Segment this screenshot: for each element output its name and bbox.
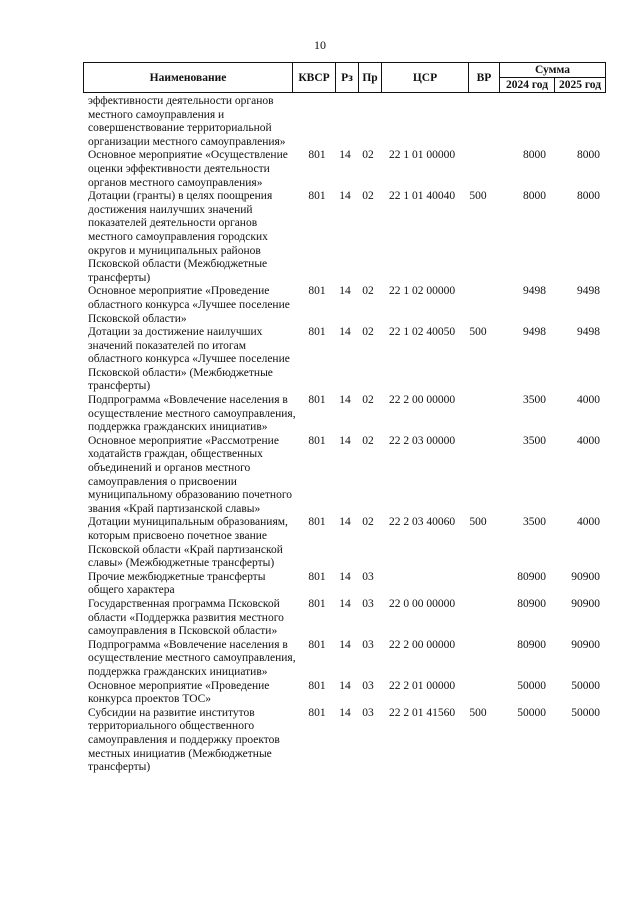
kvsr-cell: 801	[308, 570, 326, 583]
rz-cell: 14	[339, 638, 351, 651]
csr-cell: 22 0 00 00000	[388, 597, 456, 610]
csr-cell: 22 1 01 40040	[388, 190, 456, 203]
pr-cell: 03	[362, 570, 374, 583]
header-vr: ВР	[469, 63, 500, 93]
csr-cell: 22 2 01 41560	[388, 706, 456, 719]
row-name: эффективности деятельности органов местного самоуправления и совершенствование территориальной организации местного самоуправления»	[88, 95, 286, 148]
header-name: Наименование	[84, 63, 293, 93]
header-csr: ЦСР	[382, 63, 469, 93]
table-row	[88, 639, 608, 680]
kvsr-cell: 801	[308, 285, 326, 298]
csr-cell: 22 2 03 00000	[388, 434, 456, 447]
csr-cell: 22 1 02 00000	[388, 285, 456, 298]
kvsr-cell: 801	[308, 679, 326, 692]
sum-2025-cell: 9498	[577, 326, 600, 339]
sum-2025-cell: 8000	[577, 149, 600, 162]
rz-cell: 14	[339, 706, 351, 719]
kvsr-cell: 801	[308, 597, 326, 610]
table-row	[88, 95, 608, 149]
row-name: Субсидии на развитие институтов территориального общественного самоуправления и поддержку проектов местных инициатив (Межбюджетные трансферты)	[88, 706, 280, 774]
pr-cell: 02	[362, 394, 374, 407]
kvsr-cell: 801	[308, 190, 326, 203]
rz-cell: 14	[339, 326, 351, 339]
sum-2025-cell: 90900	[571, 570, 600, 583]
table-row	[88, 190, 608, 285]
pr-cell: 02	[362, 434, 374, 447]
pr-cell: 02	[362, 285, 374, 298]
kvsr-cell: 801	[308, 394, 326, 407]
header-sum: Сумма	[500, 63, 606, 78]
table-row	[88, 149, 608, 190]
table-row	[88, 680, 608, 707]
header-2025: 2025 год	[555, 78, 606, 93]
table-row	[88, 571, 608, 598]
pr-cell: 03	[362, 638, 374, 651]
header-kvsr: КВСР	[293, 63, 336, 93]
sum-2024-cell: 3500	[523, 394, 546, 407]
table-row	[88, 285, 608, 326]
header-pr: Пр	[359, 63, 382, 93]
rz-cell: 14	[339, 434, 351, 447]
csr-cell: 22 1 02 40050	[388, 326, 456, 339]
row-name: Дотации за достижение наилучших значений показателей по итогам областного конкурса «Лучшее поселение Псковской области» (Межбюджетные трансферты)	[88, 326, 290, 393]
row-name: Основное мероприятие «Рассмотрение ходатайств граждан, общественных объединений и органов местного самоуправления о присвоении муниципальному образованию почетного звания «Край партизанской славы»	[88, 434, 293, 515]
rz-cell: 14	[339, 285, 351, 298]
table-row	[88, 435, 608, 517]
rz-cell: 14	[339, 516, 351, 529]
rz-cell: 14	[339, 394, 351, 407]
header-rz: Рз	[336, 63, 359, 93]
sum-2024-cell: 9498	[523, 285, 546, 298]
rz-cell: 14	[339, 149, 351, 162]
vr-cell: 500	[469, 706, 487, 719]
table-row	[88, 598, 608, 639]
rz-cell: 14	[339, 190, 351, 203]
csr-cell: 22 2 01 00000	[388, 679, 456, 692]
kvsr-cell: 801	[308, 638, 326, 651]
row-name: Дотации (гранты) в целях поощрения достижения наилучших значений показателей деятельности органов местного самоуправления городских округов и муниципальных районов Псковской области (Межбюджетные трансферты)	[88, 190, 273, 284]
sum-2025-cell: 90900	[571, 597, 600, 610]
page-number: 10	[314, 38, 326, 52]
csr-cell: 22 2 00 00000	[388, 394, 456, 407]
sum-2025-cell: 4000	[577, 434, 600, 447]
row-name: Основное мероприятие «Осуществление оценки эффективности деятельности органов местного самоуправления»	[88, 149, 288, 189]
kvsr-cell: 801	[308, 516, 326, 529]
sum-2025-cell: 4000	[577, 516, 600, 529]
pr-cell: 03	[362, 679, 374, 692]
row-name: Основное мероприятие «Проведение конкурса проектов ТОС»	[88, 679, 270, 706]
table-row	[88, 516, 608, 570]
sum-2024-cell: 8000	[523, 149, 546, 162]
kvsr-cell: 801	[308, 434, 326, 447]
sum-2024-cell: 80900	[517, 638, 546, 651]
sum-2025-cell: 50000	[571, 706, 600, 719]
sum-2024-cell: 50000	[517, 679, 546, 692]
pr-cell: 02	[362, 516, 374, 529]
pr-cell: 03	[362, 597, 374, 610]
vr-cell: 500	[469, 516, 487, 529]
sum-2024-cell: 8000	[523, 190, 546, 203]
table-row	[88, 394, 608, 435]
pr-cell: 02	[362, 149, 374, 162]
row-name: Подпрограмма «Вовлечение населения в осуществление местного самоуправления, поддержка гражданских инициатив»	[88, 394, 296, 434]
table-row	[88, 326, 608, 394]
row-name: Подпрограмма «Вовлечение населения в осуществление местного самоуправления, поддержка гражданских инициатив»	[88, 638, 296, 678]
sum-2025-cell: 50000	[571, 679, 600, 692]
vr-cell: 500	[469, 190, 487, 203]
sum-2025-cell: 4000	[577, 394, 600, 407]
kvsr-cell: 801	[308, 706, 326, 719]
rz-cell: 14	[339, 597, 351, 610]
sum-2024-cell: 80900	[517, 597, 546, 610]
sum-2025-cell: 9498	[577, 285, 600, 298]
sum-2024-cell: 3500	[523, 434, 546, 447]
table-header	[83, 62, 606, 93]
row-name: Основное мероприятие «Проведение областного конкурса «Лучшее поселение Псковской области»	[88, 285, 290, 325]
sum-2024-cell: 50000	[517, 706, 546, 719]
sum-2024-cell: 9498	[523, 326, 546, 339]
header-2024: 2024 год	[500, 78, 555, 93]
table-row	[88, 707, 608, 775]
csr-cell: 22 2 00 00000	[388, 638, 456, 651]
budget-rows	[88, 95, 608, 775]
rz-cell: 14	[339, 570, 351, 583]
kvsr-cell: 801	[308, 149, 326, 162]
row-name: Дотации муниципальным образованиям, которым присвоено почетное звание Псковской области «Край партизанской славы» (Межбюджетные трансферты)	[88, 516, 288, 570]
csr-cell: 22 1 01 00000	[388, 149, 456, 162]
sum-2024-cell: 3500	[523, 516, 546, 529]
sum-2025-cell: 8000	[577, 190, 600, 203]
rz-cell: 14	[339, 679, 351, 692]
vr-cell: 500	[469, 326, 487, 339]
pr-cell: 02	[362, 326, 374, 339]
row-name: Прочие межбюджетные трансферты общего характера	[88, 570, 266, 597]
pr-cell: 03	[362, 706, 374, 719]
row-name: Государственная программа Псковской области «Поддержка развития местного самоуправления в Псковской области»	[88, 597, 284, 638]
csr-cell: 22 2 03 40060	[388, 516, 456, 529]
sum-2024-cell: 80900	[517, 570, 546, 583]
kvsr-cell: 801	[308, 326, 326, 339]
pr-cell: 02	[362, 190, 374, 203]
sum-2025-cell: 90900	[571, 638, 600, 651]
